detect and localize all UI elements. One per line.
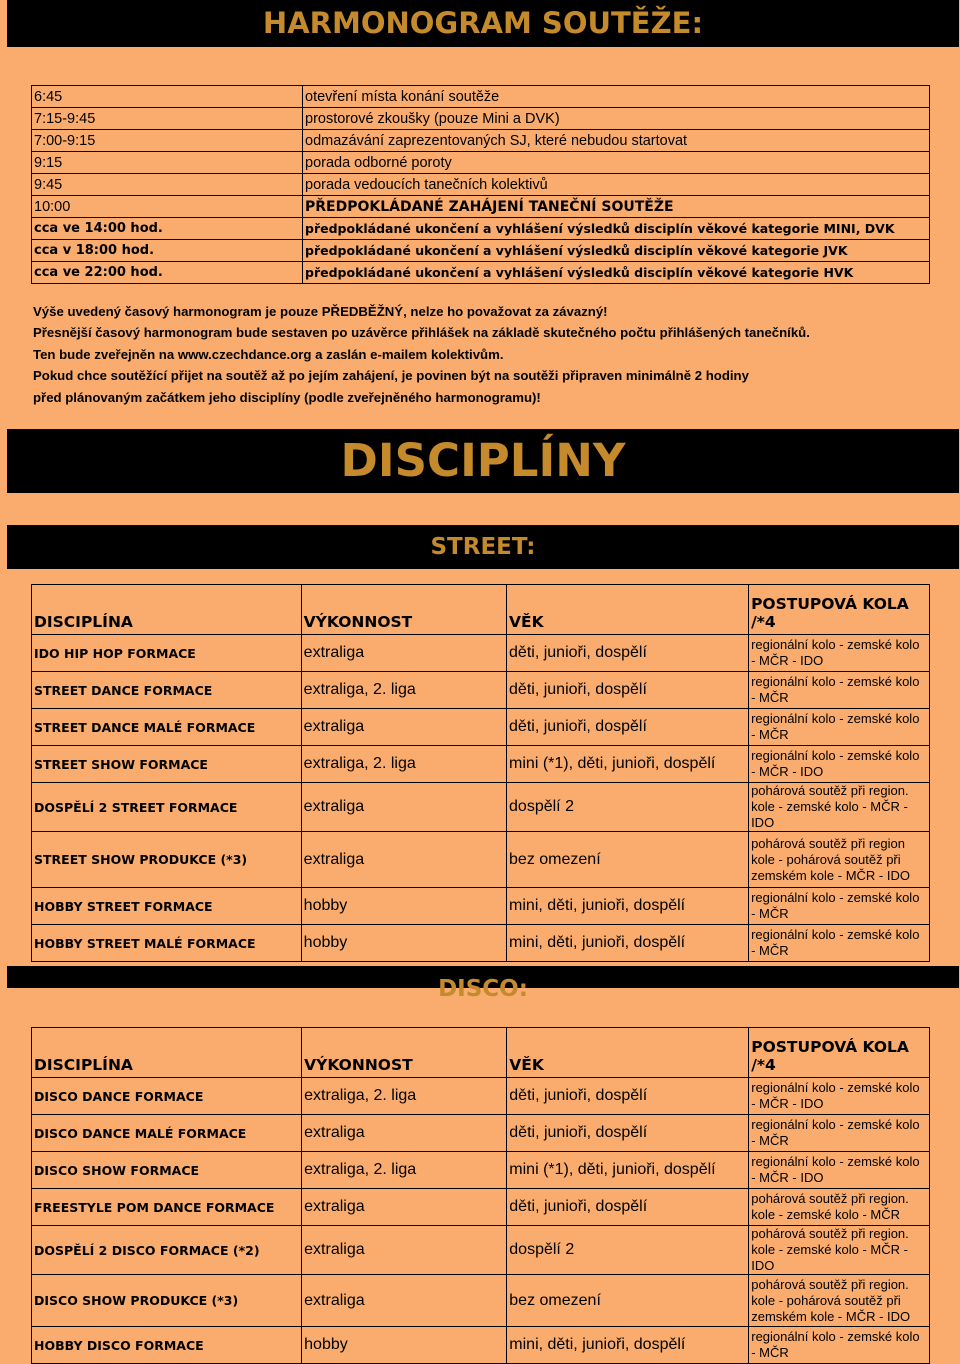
discipline-name: HOBBY STREET FORMACE xyxy=(32,888,302,925)
note-line: před plánovaným začátkem jeho disciplíny (podle zveřejněného harmonogramu)! xyxy=(33,389,541,405)
note-line: Ten bude zveřejněn na www.czechdance.org a zaslán e-mailem kolektivům. xyxy=(33,346,504,362)
discipline-age: bez omezení xyxy=(507,1275,749,1327)
schedule-time: cca ve 22:00 hod. xyxy=(32,262,303,284)
discipline-row xyxy=(32,783,930,832)
schedule-row xyxy=(32,196,930,218)
schedule-row xyxy=(32,86,930,108)
discipline-row xyxy=(32,888,930,925)
table-header-row xyxy=(32,585,930,635)
discipline-row xyxy=(32,709,930,746)
schedule-row xyxy=(32,130,930,152)
discipline-rounds: pohárová soutěž při region. kole - zemské kolo - MČR - IDO xyxy=(749,1226,930,1275)
discipline-age: dospělí 2 xyxy=(507,783,749,832)
schedule-notes xyxy=(33,301,810,408)
discipline-name: DISCO SHOW PRODUKCE (*3) xyxy=(32,1275,302,1327)
schedule-row xyxy=(32,240,930,262)
discipline-performance: extraliga xyxy=(301,709,506,746)
note-line: Přesnější časový harmonogram bude sestaven po uzávěrce přihlášek na základě skutečného počtu přihlášených tanečníků. xyxy=(33,325,810,341)
discipline-name: STREET DANCE MALÉ FORMACE xyxy=(32,709,302,746)
disco-heading-label: DISCO: xyxy=(438,976,528,1002)
col-rounds-note: /*4 xyxy=(751,1056,776,1074)
discipline-row xyxy=(32,1327,930,1364)
col-rounds xyxy=(749,585,930,635)
discipline-performance: extraliga, 2. liga xyxy=(301,672,506,709)
discipline-performance: extraliga xyxy=(301,635,506,672)
discipline-rounds: pohárová soutěž při region. kole - pohárová soutěž při zemském kole - MČR - IDO xyxy=(749,1275,930,1327)
schedule-activity: PŘEDPOKLÁDANÉ ZAHÁJENÍ TANEČNÍ SOUTĚŽE xyxy=(303,196,930,218)
discipline-row xyxy=(32,1115,930,1152)
discipline-performance: extraliga, 2. liga xyxy=(302,1078,507,1115)
col-rounds-note: /*4 xyxy=(751,613,776,631)
col-performance: VÝKONNOST xyxy=(302,1028,507,1078)
discipline-age: bez omezení xyxy=(507,832,749,888)
discipline-age: mini, děti, junioři, dospělí xyxy=(507,1327,749,1364)
disciplines-heading: DISCIPLÍNY xyxy=(7,429,959,493)
schedule-row xyxy=(32,108,930,130)
discipline-rounds: regionální kolo - zemské kolo - MČR xyxy=(749,672,930,709)
discipline-age: děti, junioři, dospělí xyxy=(507,635,749,672)
discipline-performance: extraliga, 2. liga xyxy=(302,1152,507,1189)
schedule-activity: předpokládané ukončení a vyhlášení výsledků disciplín věkové kategorie JVK xyxy=(303,240,930,262)
schedule-time: 9:15 xyxy=(32,152,303,174)
schedule-time: 9:45 xyxy=(32,174,303,196)
schedule-row xyxy=(32,262,930,284)
discipline-name: IDO HIP HOP FORMACE xyxy=(32,635,302,672)
discipline-row xyxy=(32,1189,930,1226)
discipline-name: STREET DANCE FORMACE xyxy=(32,672,302,709)
schedule-time: cca v 18:00 hod. xyxy=(32,240,303,262)
discipline-name: HOBBY DISCO FORMACE xyxy=(32,1327,302,1364)
discipline-age: mini (*1), děti, junioři, dospělí xyxy=(507,1152,749,1189)
discipline-name: FREESTYLE POM DANCE FORMACE xyxy=(32,1189,302,1226)
discipline-age: děti, junioři, dospělí xyxy=(507,672,749,709)
col-age: VĚK xyxy=(507,585,749,635)
discipline-name: DISCO DANCE FORMACE xyxy=(32,1078,302,1115)
discipline-name: HOBBY STREET MALÉ FORMACE xyxy=(32,925,302,962)
discipline-name: DOSPĚLÍ 2 DISCO FORMACE (*2) xyxy=(32,1226,302,1275)
schedule-row xyxy=(32,218,930,240)
schedule-activity: předpokládané ukončení a vyhlášení výsledků disciplín věkové kategorie HVK xyxy=(303,262,930,284)
discipline-performance: hobby xyxy=(302,1327,507,1364)
schedule-time: 6:45 xyxy=(32,86,303,108)
discipline-rounds: regionální kolo - zemské kolo - MČR - IDO xyxy=(749,1152,930,1189)
schedule-activity: porada vedoucích tanečních kolektivů xyxy=(303,174,930,196)
discipline-age: mini (*1), děti, junioři, dospělí xyxy=(507,746,749,783)
discipline-rounds: pohárová soutěž při region. kole - zemské kolo - MČR xyxy=(749,1189,930,1226)
discipline-performance: hobby xyxy=(301,925,506,962)
discipline-age: mini, děti, junioři, dospělí xyxy=(507,888,749,925)
discipline-row xyxy=(32,1152,930,1189)
discipline-age: dospělí 2 xyxy=(507,1226,749,1275)
schedule-activity: odmazávání zaprezentovaných SJ, které nebudou startovat xyxy=(303,130,930,152)
street-heading: STREET: xyxy=(7,525,959,569)
schedule-time: 10:00 xyxy=(32,196,303,218)
discipline-row xyxy=(32,672,930,709)
note-line: Pokud chce soutěžící přijet na soutěž až po jejím zahájení, je povinen být na soutěži připraven minimálně 2 hodiny xyxy=(33,368,749,384)
discipline-rounds: regionální kolo - zemské kolo - MČR xyxy=(749,709,930,746)
schedule-time: cca ve 14:00 hod. xyxy=(32,218,303,240)
schedule-time: 7:15-9:45 xyxy=(32,108,303,130)
discipline-row xyxy=(32,832,930,888)
discipline-rounds: regionální kolo - zemské kolo - MČR - IDO xyxy=(749,746,930,783)
discipline-performance: extraliga xyxy=(302,1115,507,1152)
discipline-row xyxy=(32,1078,930,1115)
table-header-row xyxy=(32,1028,930,1078)
discipline-age: děti, junioři, dospělí xyxy=(507,1078,749,1115)
discipline-performance: extraliga xyxy=(302,1189,507,1226)
discipline-rounds: regionální kolo - zemské kolo - MČR xyxy=(749,925,930,962)
discipline-row xyxy=(32,1226,930,1275)
col-discipline: DISCIPLÍNA xyxy=(32,585,302,635)
discipline-row xyxy=(32,1275,930,1327)
discipline-rounds: regionální kolo - zemské kolo - MČR - IDO xyxy=(749,635,930,672)
page-title: HARMONOGRAM SOUTĚŽE: xyxy=(7,0,959,47)
discipline-age: děti, junioři, dospělí xyxy=(507,1189,749,1226)
discipline-performance: hobby xyxy=(301,888,506,925)
discipline-performance: extraliga xyxy=(301,832,506,888)
schedule-table xyxy=(31,85,930,284)
discipline-name: DISCO SHOW FORMACE xyxy=(32,1152,302,1189)
note-line: Výše uvedený časový harmonogram je pouze PŘEDBĚŽNÝ, nelze ho považovat za závazný! xyxy=(33,304,608,319)
col-rounds-title: POSTUPOVÁ KOLA xyxy=(751,1038,909,1056)
col-discipline: DISCIPLÍNA xyxy=(32,1028,302,1078)
schedule-row xyxy=(32,174,930,196)
discipline-name: DOSPĚLÍ 2 STREET FORMACE xyxy=(32,783,302,832)
schedule-activity: porada odborné poroty xyxy=(303,152,930,174)
disco-heading xyxy=(7,966,959,1010)
discipline-age: děti, junioři, dospělí xyxy=(507,1115,749,1152)
street-table xyxy=(31,584,930,962)
col-performance: VÝKONNOST xyxy=(301,585,506,635)
col-rounds-title: POSTUPOVÁ KOLA xyxy=(751,595,909,613)
discipline-name: DISCO DANCE MALÉ FORMACE xyxy=(32,1115,302,1152)
discipline-name: STREET SHOW PRODUKCE (*3) xyxy=(32,832,302,888)
discipline-row xyxy=(32,925,930,962)
discipline-performance: extraliga xyxy=(302,1226,507,1275)
discipline-row xyxy=(32,635,930,672)
discipline-rounds: regionální kolo - zemské kolo - MČR xyxy=(749,1327,930,1364)
col-age: VĚK xyxy=(507,1028,749,1078)
schedule-activity: prostorové zkoušky (pouze Mini a DVK) xyxy=(303,108,930,130)
discipline-performance: extraliga xyxy=(301,783,506,832)
discipline-age: mini, děti, junioři, dospělí xyxy=(507,925,749,962)
disco-table xyxy=(31,1027,930,1364)
discipline-name: STREET SHOW FORMACE xyxy=(32,746,302,783)
schedule-activity: předpokládané ukončení a vyhlášení výsledků disciplín věkové kategorie MINI, DVK xyxy=(303,218,930,240)
col-rounds xyxy=(749,1028,930,1078)
schedule-activity: otevření místa konání soutěže xyxy=(303,86,930,108)
discipline-rounds: regionální kolo - zemské kolo - MČR xyxy=(749,1115,930,1152)
discipline-age: děti, junioři, dospělí xyxy=(507,709,749,746)
discipline-rounds: regionální kolo - zemské kolo - MČR - IDO xyxy=(749,1078,930,1115)
discipline-rounds: pohárová soutěž při region kole - pohárová soutěž při zemském kole - MČR - IDO xyxy=(749,832,930,888)
schedule-time: 7:00-9:15 xyxy=(32,130,303,152)
discipline-rounds: pohárová soutěž při region. kole - zemské kolo - MČR - IDO xyxy=(749,783,930,832)
discipline-performance: extraliga, 2. liga xyxy=(301,746,506,783)
discipline-rounds: regionální kolo - zemské kolo - MČR xyxy=(749,888,930,925)
discipline-row xyxy=(32,746,930,783)
discipline-performance: extraliga xyxy=(302,1275,507,1327)
schedule-row xyxy=(32,152,930,174)
